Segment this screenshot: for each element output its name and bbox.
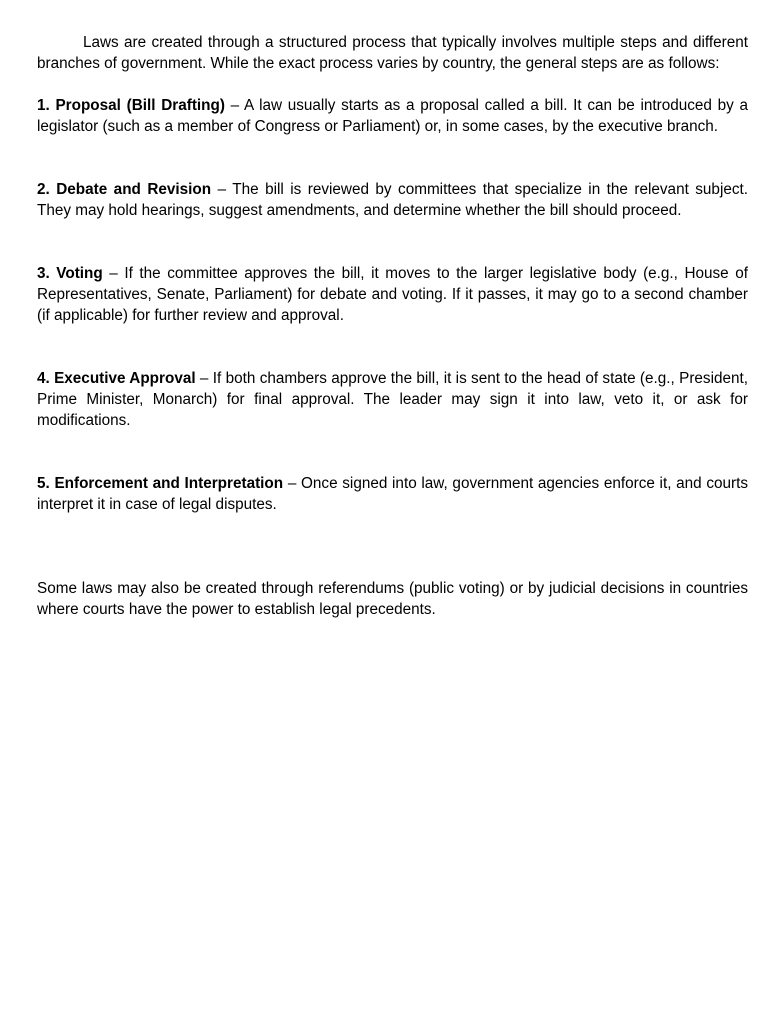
step-5-heading: 5. Enforcement and Interpretation xyxy=(37,475,284,492)
step-4-paragraph xyxy=(37,368,748,431)
step-4-heading: 4. Executive Approval xyxy=(37,370,196,387)
intro-paragraph: Laws are created through a structured process that typically involves multiple steps and different branches of government. While the exact process varies by country, the general steps are as follows: xyxy=(37,34,748,72)
step-1-paragraph xyxy=(37,95,748,137)
closing-paragraph: Some laws may also be created through referendums (public voting) or by judicial decisions in countries where courts have the power to establish legal precedents. xyxy=(37,580,748,618)
step-1-text: – A law usually starts as a proposal called a bill. It can be introduced by a legislator (such as a member of Congress or Parliament) or, in some cases, by the executive branch. xyxy=(37,97,748,135)
document-page xyxy=(37,32,748,620)
step-5-paragraph xyxy=(37,473,748,515)
step-3-paragraph xyxy=(37,263,748,326)
step-1-heading: 1. Proposal (Bill Drafting) xyxy=(37,97,225,114)
step-3-heading: 3. Voting xyxy=(37,265,103,282)
step-2-paragraph xyxy=(37,179,748,221)
step-4-text: – If both chambers approve the bill, it is sent to the head of state (e.g., President, Prime Minister, Monarch) for final approval. The leader may sign it into law, veto it, or ask for modifications. xyxy=(37,370,748,429)
step-5-text: – Once signed into law, government agencies enforce it, and courts interpret it in case of legal disputes. xyxy=(37,475,749,513)
step-2-heading: 2. Debate and Revision xyxy=(37,181,212,198)
step-2-text: – The bill is reviewed by committees that specialize in the relevant subject. They may hold hearings, suggest amendments, and determine whether the bill should proceed. xyxy=(37,181,748,219)
step-3-text: – If the committee approves the bill, it moves to the larger legislative body (e.g., House of Representatives, Senate, Parliament) for debate and voting. If it passes, it may go to a second chamber (if applicable) for further review and approval. xyxy=(37,265,748,324)
